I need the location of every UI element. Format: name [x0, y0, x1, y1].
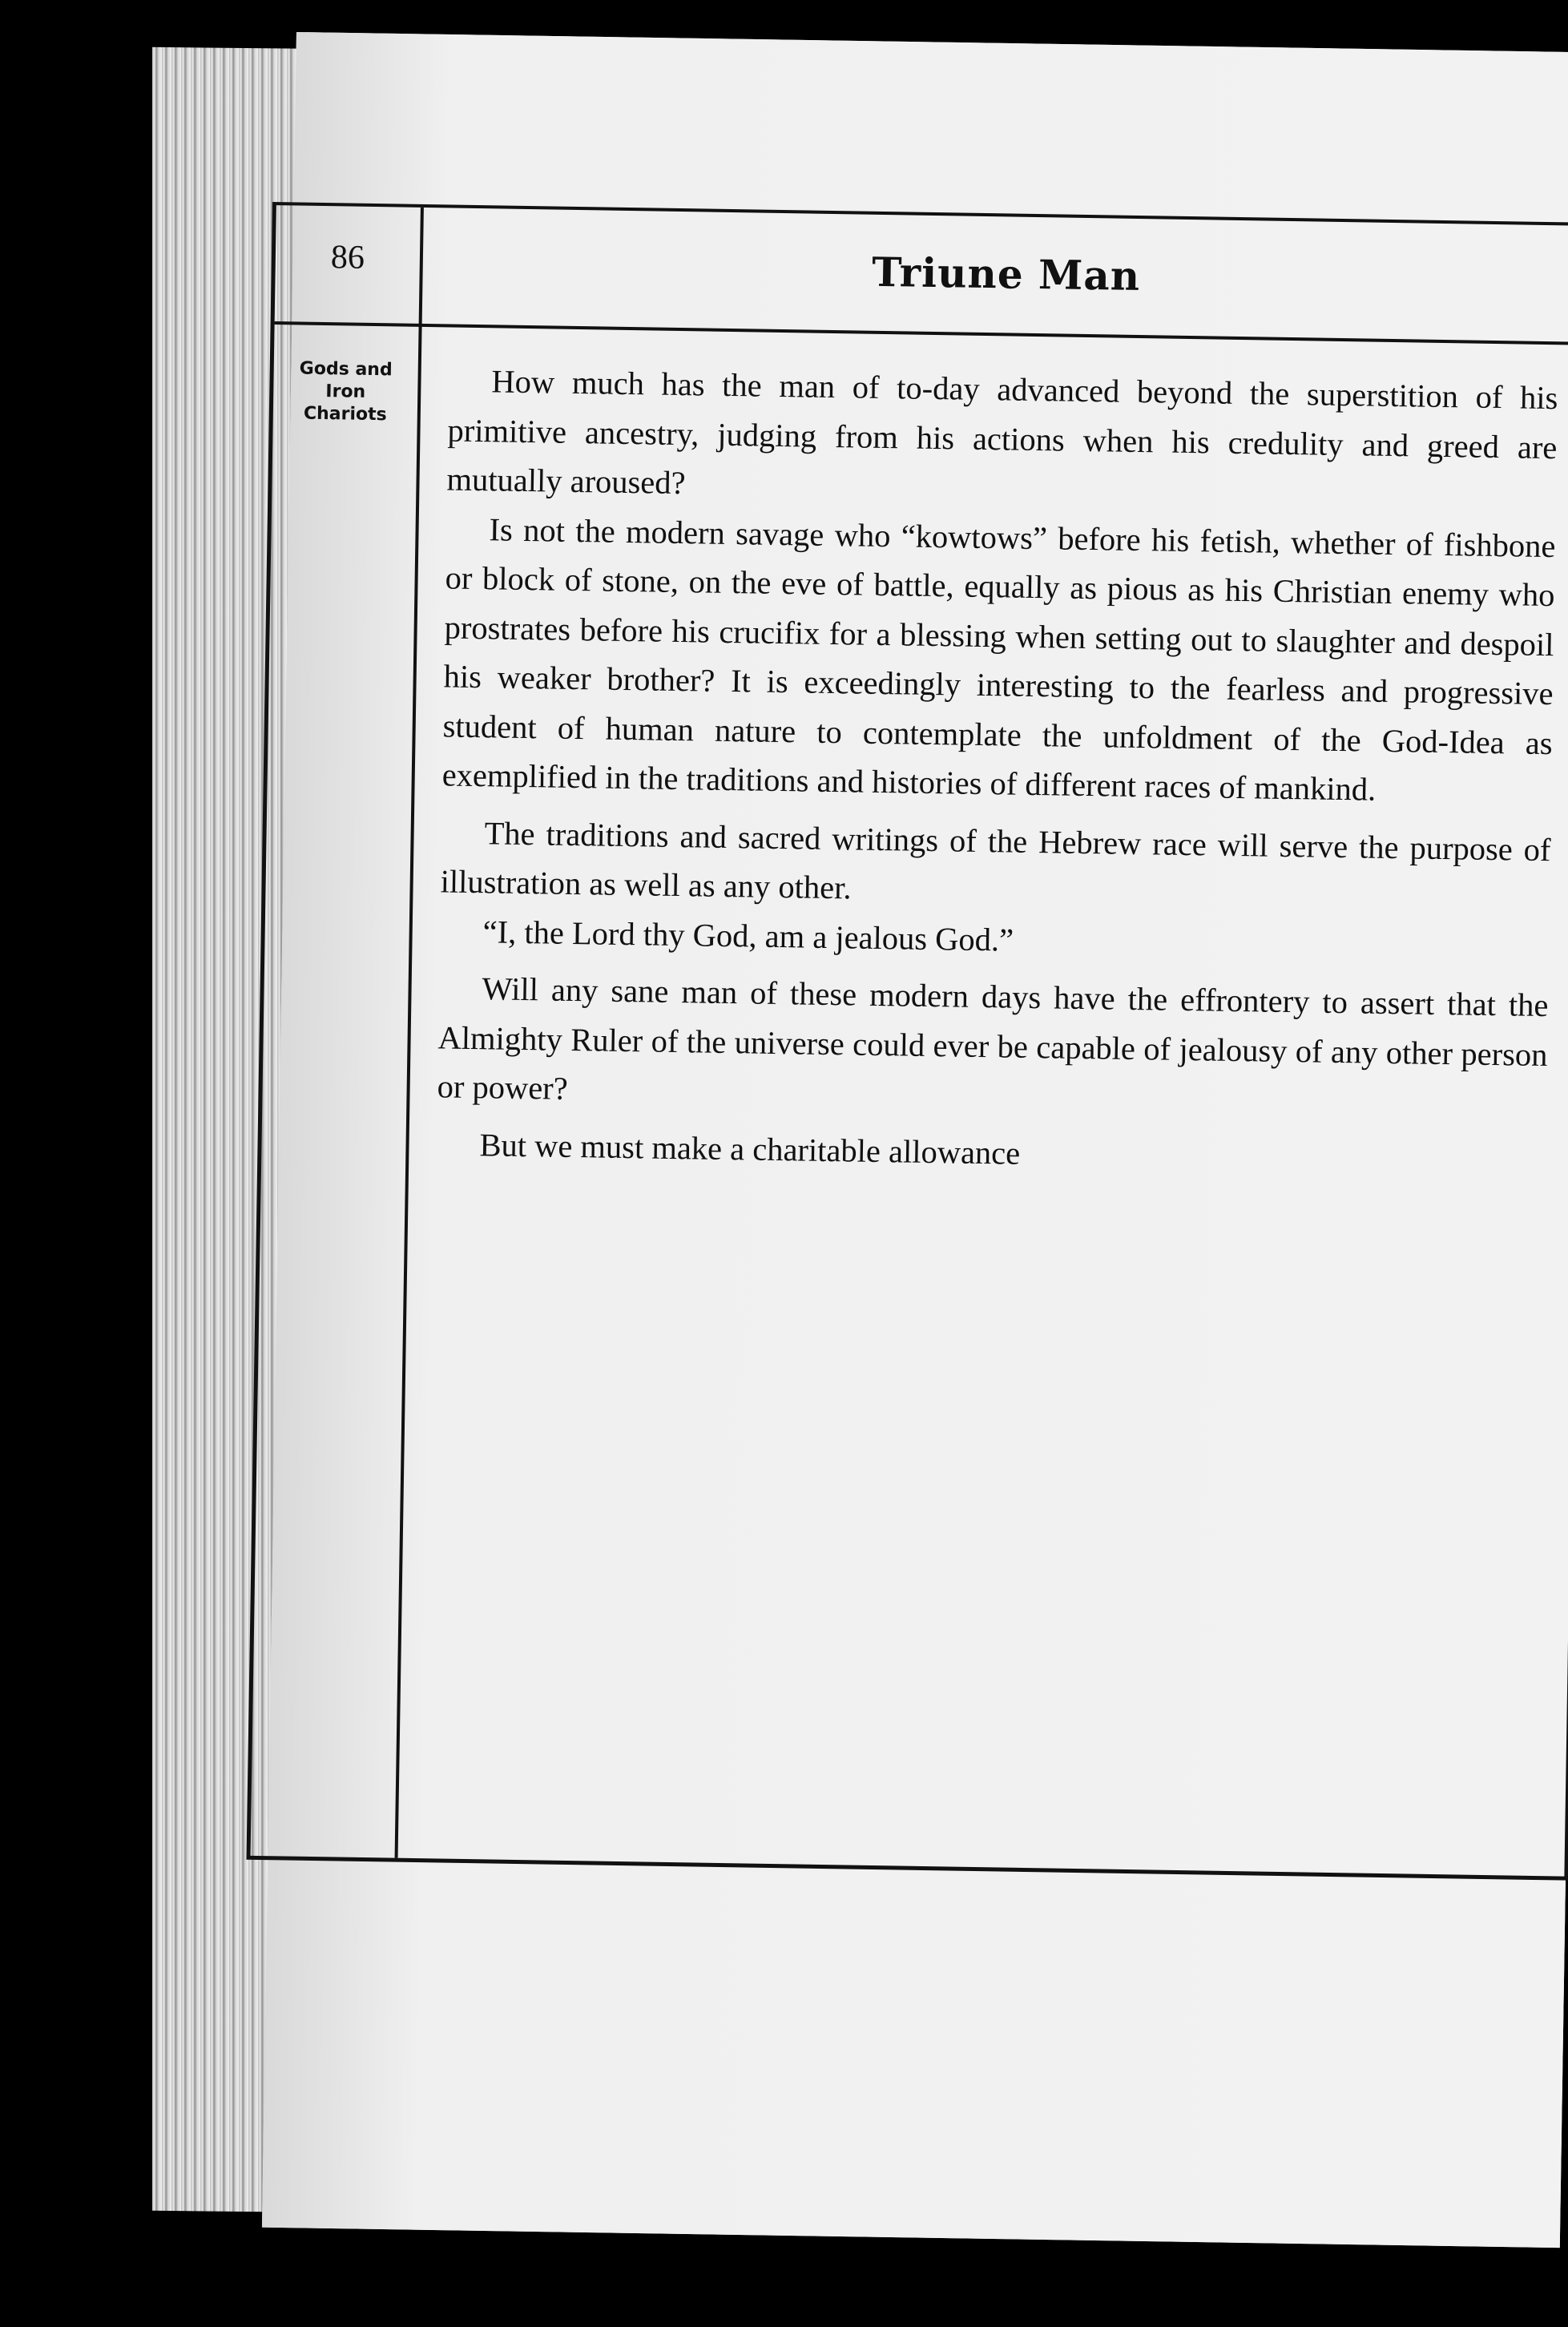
paragraph: But we must make a charitable allowance [479, 1126, 1021, 1172]
sidenote-line: Gods and [299, 358, 393, 381]
paragraph: Is not the modern savage who “kowtows” before his fetish, whether of fishbone or block of stone, on the eve of battle, equally as pious as his Christian enemy who prostrates before his crucifix for a blessing when setting out to slaughter and despoil his weaker brother? It is exceedingly interesting to the fearless and progressive student of human nature to contemplate the unfoldment of the God-Idea as exemplified in the traditions and histories of different races of mankind. [441, 510, 1556, 808]
page-number: 86 [330, 239, 365, 276]
margin-divider [395, 208, 424, 1858]
header-row [275, 205, 1568, 345]
text-frame [247, 202, 1568, 1881]
running-head: Triune Man [871, 248, 1141, 300]
paragraph: Will any sane man of these modern days have the effrontery to assert that the Almighty Ruler of the universe could ever be capable of jealousy of any other person or power? [437, 970, 1549, 1107]
body-text [436, 356, 1558, 1186]
paragraph: “I, the Lord thy God, am a jealous God.” [482, 913, 1014, 958]
paragraph: The traditions and sacred writings of the Hebrew race will serve the purpose of illustration as well as any other. [440, 814, 1551, 906]
margin-sidenote [273, 357, 418, 427]
paragraph: How much has the man of to-day advanced beyond the superstition of his primitive ancestry, judging from his actions when his credulity and greed are mutually aroused? [446, 363, 1558, 502]
sidenote-line: Chariots [303, 403, 387, 425]
sidenote-line: Iron [325, 381, 366, 402]
